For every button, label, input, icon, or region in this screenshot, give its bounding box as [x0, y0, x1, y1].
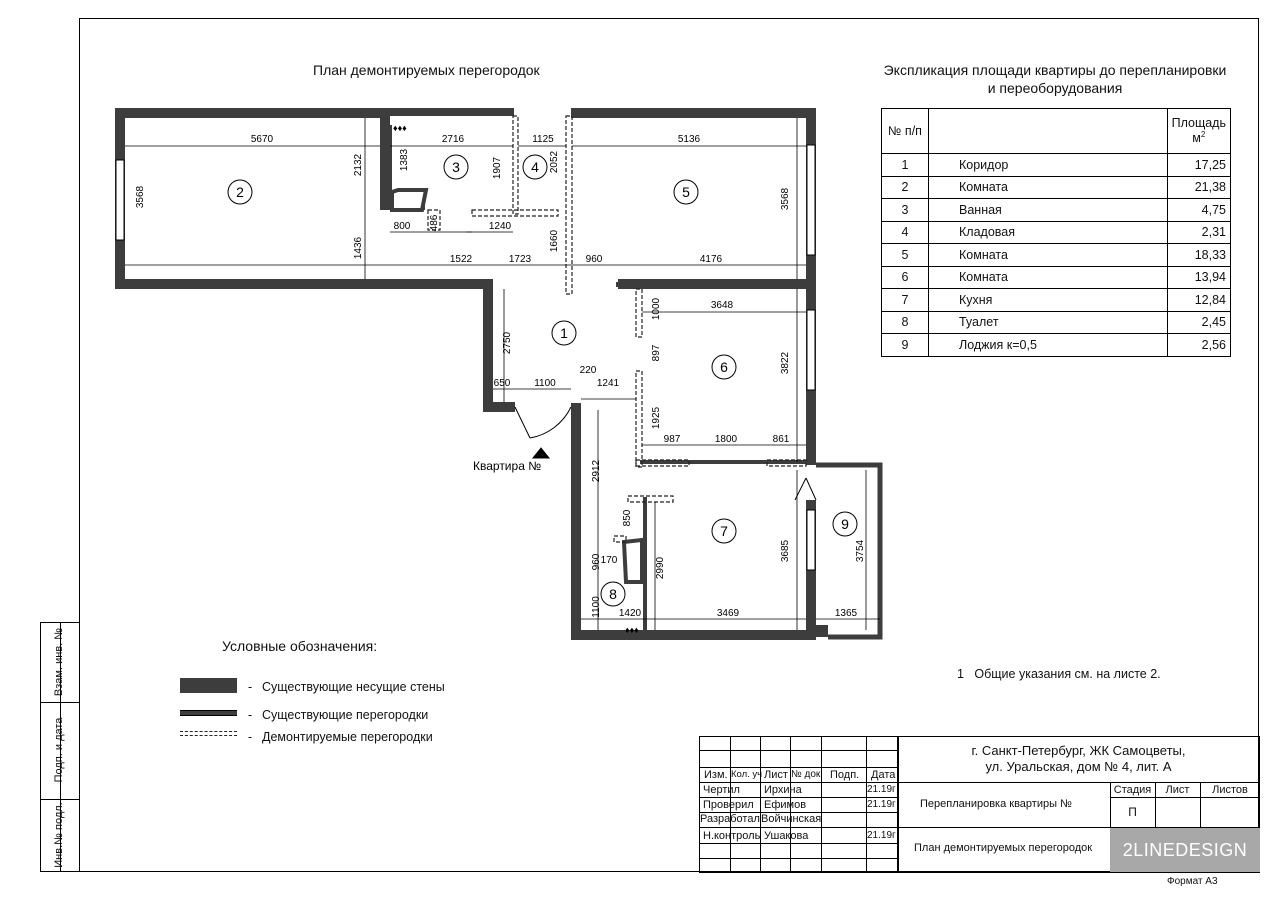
legend-swatch-demolished: [180, 731, 237, 736]
company-logo: 2LINEDESIGN: [1110, 828, 1260, 872]
stamp-col-label: № док: [791, 769, 821, 780]
room-number: 7: [720, 523, 728, 539]
dimension-label: 1436: [353, 236, 364, 260]
stamp-date: 21.19г: [867, 799, 896, 810]
dimension-label: 1800: [714, 434, 738, 445]
side-label: Подп. и дата: [53, 717, 65, 783]
dimension-label: 170: [600, 555, 618, 566]
wall: [483, 279, 493, 412]
dimension-labels: [135, 134, 866, 619]
stamp-signer: Ушакова: [764, 830, 809, 842]
dimension-label: 1383: [399, 148, 410, 172]
wall: [618, 279, 816, 289]
dimension-label: 3648: [710, 300, 734, 311]
stamp-role: Чертил: [703, 784, 740, 796]
dimension-label: 1241: [596, 378, 620, 389]
stamp-address-1: г. Санкт-Петербург, ЖК Самоцветы,: [971, 743, 1186, 758]
explication-table: [881, 108, 1231, 357]
room-number: 4: [531, 159, 539, 175]
stamp-sheet-label: Лист: [1165, 784, 1190, 796]
room-number: 9: [841, 516, 849, 532]
side-box-replace: [40, 622, 80, 703]
dimension-label: 1100: [534, 378, 556, 389]
room-number: 3: [452, 159, 460, 175]
table-row: 1 Коридор 17,25: [882, 154, 1231, 177]
stamp-col-label: Изм.: [704, 769, 728, 781]
stamp-col-label: Лист: [764, 769, 788, 781]
table-row: 7 Кухня 12,84: [882, 289, 1231, 312]
apartment-entry-label: [473, 459, 541, 473]
wall: [390, 108, 514, 116]
stamp-signer: Ефимов: [764, 799, 807, 811]
dimension-label: 1100: [591, 596, 602, 618]
stamp-role: Разработал: [700, 813, 760, 825]
wall: [571, 403, 581, 640]
apartment-label: Квартира №: [473, 459, 542, 473]
dimension-label: 861: [772, 434, 790, 445]
wall: [115, 108, 380, 118]
stamp-sheets-label: Листов: [1212, 784, 1248, 796]
dimension-label: 2912: [591, 459, 602, 483]
explication-title-2: и переоборудования: [987, 80, 1123, 96]
stamp-date: 21.19г: [867, 830, 896, 841]
header-name: [929, 109, 1168, 154]
dimension-label: 220: [579, 365, 597, 376]
legend-title: Условные обозначения:: [222, 638, 378, 654]
legend-swatch-load-bearing: [180, 678, 237, 693]
stamp-project: Перепланировка квартиры №: [920, 798, 1072, 810]
dimension-label: 1365: [834, 608, 858, 619]
dimension-label: 2716: [441, 134, 465, 145]
dimension-label: 800: [393, 221, 411, 232]
dimension-label: 987: [663, 434, 681, 445]
dimension-label: 960: [585, 254, 603, 265]
dimension-label: 4176: [699, 254, 723, 265]
table-row: 8 Туалет 2,45: [882, 311, 1231, 334]
dimension-label: 1125: [532, 134, 554, 145]
stamp-role: Проверил: [703, 799, 754, 811]
stamp-signer: Ирхина: [764, 784, 802, 796]
wall: [571, 630, 816, 640]
window: [807, 510, 815, 570]
dimension-label: 850: [622, 509, 633, 527]
legend-dash: -: [248, 680, 253, 694]
legend-label-partition: Существующие перегородки: [262, 708, 429, 722]
wall: [115, 279, 493, 289]
stamp-sheet-title: План демонтируемых перегородок: [914, 842, 1093, 854]
table-row: 2 Комната 21,38: [882, 176, 1231, 199]
stamp-col-label: Подп.: [830, 769, 860, 781]
wall: [571, 108, 816, 118]
table-row: 3 Ванная 4,75: [882, 199, 1231, 222]
dimension-label: 2990: [655, 556, 666, 580]
side-box-sign: [40, 702, 80, 800]
dimension-label: 897: [651, 344, 662, 362]
stamp-stage-value: П: [1128, 805, 1137, 819]
stamp-col-label: Дата: [871, 769, 896, 781]
side-box-inventory: [40, 799, 80, 872]
svg-text:♦♦♦: ♦♦♦: [625, 625, 639, 635]
side-label: Инв.№ подл.: [53, 802, 65, 868]
room-number: 6: [720, 359, 728, 375]
stamp-stage-label: Стадия: [1113, 784, 1152, 796]
dimension-label: 1522: [449, 254, 473, 265]
window: [807, 145, 815, 255]
dimension-label: 3469: [716, 608, 740, 619]
room-number: 5: [682, 184, 690, 200]
stamp-col-label: Кол. уч: [731, 769, 763, 780]
stamp-address-2: ул. Уральская, дом № 4, лит. А: [985, 759, 1172, 774]
legend-dash: -: [248, 708, 253, 722]
wall: [483, 402, 515, 412]
header-area: Площадь $м^2$: [1167, 109, 1230, 154]
table-row: 6 Комната 13,94: [882, 266, 1231, 289]
window: [807, 310, 815, 390]
room-number: 8: [609, 586, 617, 602]
legend-swatch-partition: [180, 710, 237, 716]
legend-label-demolished: Демонтируемые перегородки: [262, 730, 433, 744]
svg-text:♦♦♦: ♦♦♦: [393, 123, 407, 133]
stamp-signer: Войчинская: [761, 813, 822, 825]
table-row: 4 Кладовая 2,31: [882, 221, 1231, 244]
stamp-role: Н.контроль: [703, 830, 761, 842]
explication-title-1: Экспликация площади квартиры до перепланировки: [883, 62, 1227, 78]
dimension-label: 960: [591, 553, 602, 571]
dimension-label: 1240: [488, 221, 512, 232]
dimension-label: 2132: [353, 153, 364, 177]
side-label: Взам. инв. №: [53, 627, 65, 697]
dimension-label: 3754: [855, 539, 866, 563]
general-note: 1 Общие указания см. на листе 2.: [957, 667, 1161, 681]
table-header-row: [882, 109, 1231, 154]
dimension-label: 5136: [677, 134, 701, 145]
dimension-label: 1000: [651, 297, 662, 321]
dimension-label: 2750: [502, 331, 513, 355]
dimension-label: 1420: [618, 608, 642, 619]
window: [116, 160, 124, 240]
dimension-label: 1723: [508, 254, 532, 265]
dimension-label: 1660: [549, 229, 560, 253]
dimension-label: 486: [429, 214, 440, 232]
room-number: 1: [560, 325, 568, 341]
dimension-label: 1907: [492, 156, 503, 180]
dimension-label: 1925: [651, 406, 662, 430]
dimension-label: 2052: [549, 150, 560, 174]
legend-dash: -: [248, 730, 253, 744]
header-num: № п/п: [882, 109, 929, 154]
dimension-label: 3685: [780, 539, 791, 563]
dimension-label: 650: [493, 378, 511, 389]
table-row: 9 Лоджия к=0,5 2,56: [882, 334, 1231, 357]
dimension-label: 5670: [250, 134, 274, 145]
legend-label-load-bearing: Существующие несущие стены: [262, 680, 445, 694]
wall: [816, 625, 828, 637]
windows: [116, 145, 815, 570]
door: [515, 407, 816, 500]
stamp-date: 21.19г: [867, 784, 896, 795]
paper-format: Формат А3: [1167, 876, 1218, 887]
room-number: 2: [236, 184, 244, 200]
dimension-label: 3568: [780, 187, 791, 211]
dimension-label: 3568: [135, 185, 146, 209]
plan-title: План демонтируемых перегородок: [313, 62, 540, 78]
table-row: 5 Комната 18,33: [882, 244, 1231, 267]
dimension-label: 3822: [780, 351, 791, 375]
